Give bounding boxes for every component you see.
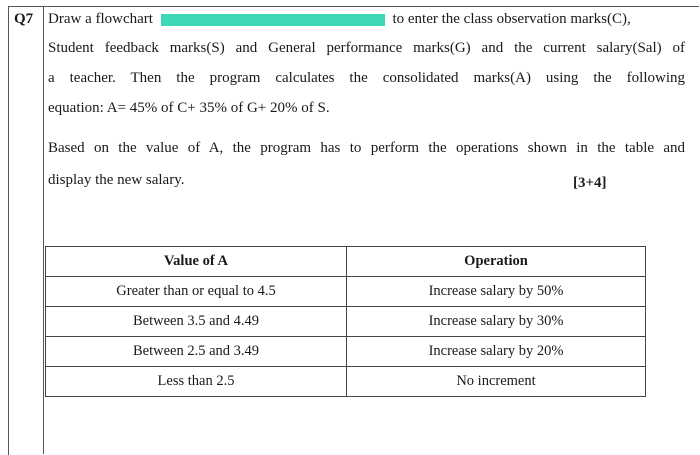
cell-value: Between 3.5 and 4.49	[46, 307, 347, 337]
header-operation: Operation	[347, 247, 646, 277]
question-number: Q7	[14, 11, 34, 27]
table-row	[46, 277, 646, 307]
question-line-1-start: Draw a flowchart	[48, 11, 153, 27]
question-line-3: a teacher. Then the program calculates the consolidated marks(A) using the following	[48, 70, 685, 86]
cell-value: Between 2.5 and 3.49	[46, 337, 347, 367]
cell-operation: No increment	[347, 367, 646, 397]
cell-operation: Increase salary by 50%	[347, 277, 646, 307]
header-value-of-a: Value of A	[46, 247, 347, 277]
redaction-highlight	[161, 14, 385, 26]
question-number-divider	[43, 6, 44, 454]
table-row	[46, 307, 646, 337]
question-line-5: Based on the value of A, the program has to perform the operations shown in the table and	[48, 140, 685, 156]
question-line-4: equation: A= 45% of C+ 35% of G+ 20% of S.	[48, 100, 330, 116]
cell-value: Greater than or equal to 4.5	[46, 277, 347, 307]
table-header-row	[46, 247, 646, 277]
operations-table	[45, 246, 646, 397]
question-line-1-end: to enter the class observation marks(C),	[392, 11, 631, 27]
question-line-6: display the new salary.	[48, 172, 185, 188]
table-row	[46, 337, 646, 367]
question-line-1	[48, 11, 631, 28]
question-line-2: Student feedback marks(S) and General performance marks(G) and the current salary(Sal) of	[48, 40, 685, 56]
cell-operation: Increase salary by 30%	[347, 307, 646, 337]
cell-operation: Increase salary by 20%	[347, 337, 646, 367]
marks-allocation: [3+4]	[573, 175, 607, 191]
table-row	[46, 367, 646, 397]
cell-value: Less than 2.5	[46, 367, 347, 397]
